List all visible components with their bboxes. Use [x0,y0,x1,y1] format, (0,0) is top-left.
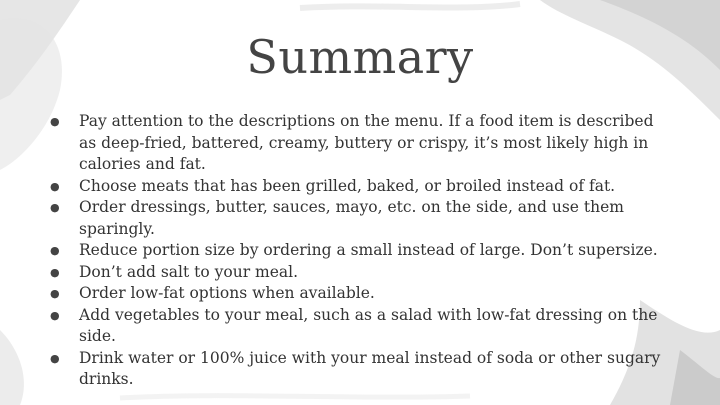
bullet-icon: ● [50,179,60,193]
bullet-icon: ● [50,244,60,257]
list-item [50,197,670,240]
bullet-icon: ● [50,115,60,128]
list-item [50,283,670,305]
bullet-icon: ● [50,351,60,365]
bullet-icon: ● [50,201,60,214]
list-item-text: Order dressings, butter, sauces, mayo, etc. on the side, and use them sparingly. [79,198,624,238]
bullet-icon: ● [50,265,60,279]
summary-bullet-list [50,111,670,391]
list-item-text: Order low-fat options when available. [79,284,375,302]
list-item-text: Drink water or 100% juice with your meal instead of soda or other sugary drinks. [79,348,661,388]
list-item-text: Add vegetables to your meal, such as a salad with low-fat dressing on the side. [79,305,658,345]
list-item-text: Choose meats that has been grilled, baked, or broiled instead of fat. [79,176,616,195]
list-item-text: Reduce portion size by ordering a small instead of large. Don’t supersize. [79,241,658,259]
bullet-icon: ● [50,308,60,322]
list-item-text: Don’t add salt to your meal. [79,262,299,281]
list-item [50,348,670,391]
list-item [50,176,670,198]
list-item [50,240,670,262]
list-item-text: Pay attention to the descriptions on the menu. If a food item is described as deep-fried, battered, creamy, buttery or crispy, it’s most likely high in calories and fat. [79,112,654,173]
list-item [50,111,670,176]
page-title: Summary [246,30,474,84]
list-item [50,305,670,348]
list-item [50,262,670,284]
bullet-icon: ● [50,287,60,300]
